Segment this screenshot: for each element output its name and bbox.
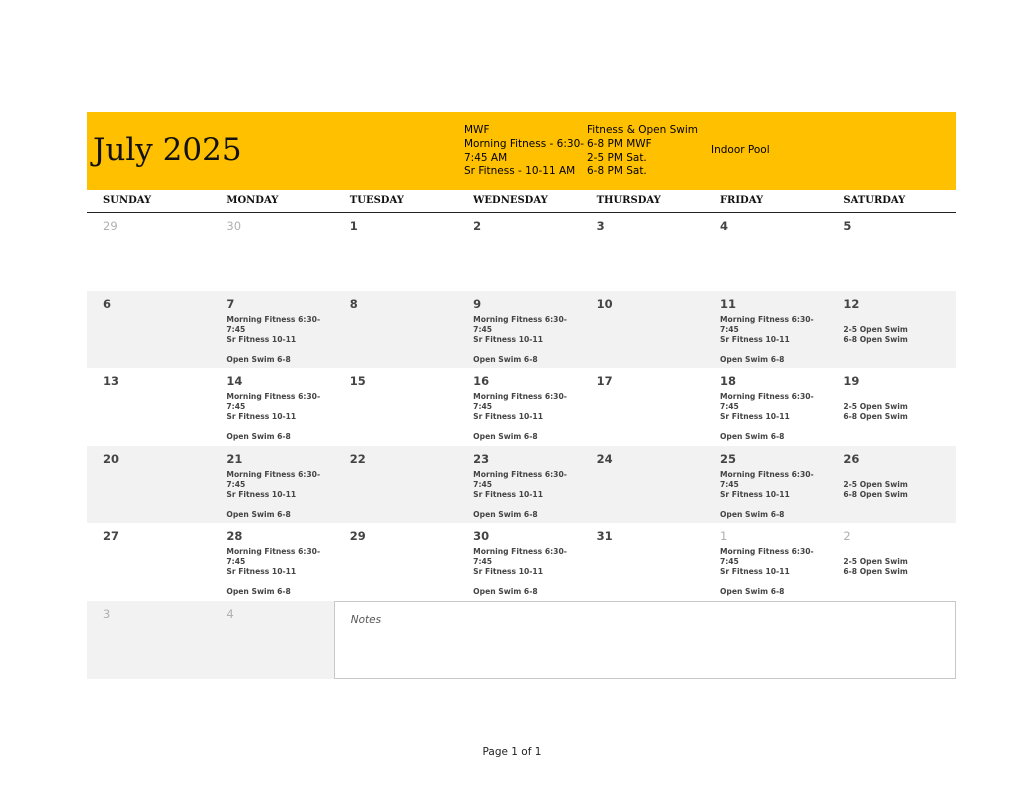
day-cell[interactable] — [87, 213, 210, 291]
day-cell[interactable] — [210, 291, 333, 369]
day-cell[interactable] — [457, 446, 580, 524]
day-cell[interactable] — [210, 523, 333, 601]
day-number: 28 — [226, 529, 243, 543]
calendar-header — [87, 112, 956, 190]
day-number: 31 — [596, 529, 613, 543]
event-text: 6-8 Open Swim — [843, 334, 908, 344]
day-cell[interactable] — [210, 601, 333, 679]
event-text: Open Swim 6-8 — [226, 354, 291, 364]
day-number: 3 — [103, 606, 111, 621]
day-cell[interactable] — [704, 446, 827, 524]
event-text: 2-5 Open Swim — [843, 557, 908, 566]
day-cell[interactable] — [581, 291, 704, 369]
event-text: Open Swim 6-8 — [473, 587, 538, 596]
event-text: Sr Fitness 10-11 — [226, 489, 297, 499]
notes-box[interactable] — [334, 601, 956, 679]
event-text: Morning Fitness 6:30-7:45 — [719, 314, 814, 334]
week-row — [87, 523, 956, 601]
day-number: 10 — [596, 296, 613, 311]
day-number: 19 — [843, 374, 860, 388]
event-text: Morning Fitness 6:30-7:45 — [226, 469, 321, 489]
event-text: Open Swim 6-8 — [719, 432, 785, 441]
day-number: 14 — [226, 374, 243, 388]
day-number: 21 — [226, 451, 243, 466]
day-cell[interactable] — [581, 446, 704, 524]
day-cell[interactable] — [334, 368, 457, 446]
event-text: Open Swim 6-8 — [719, 587, 785, 596]
schedule-open-swim: Fitness & Open Swim 6-8 PM MWF 2-5 PM Sat. 6-8 PM Sat. — [587, 124, 699, 178]
day-number: 11 — [719, 296, 736, 311]
day-cell[interactable] — [704, 523, 827, 601]
day-cell[interactable] — [581, 213, 704, 291]
day-number: 3 — [596, 219, 605, 233]
event-text: Open Swim 6-8 — [719, 354, 785, 364]
schedule-mwf: MWF Morning Fitness - 6:30- 7:45 AM Sr Fitness - 10-11 AM — [464, 124, 585, 178]
day-cell[interactable] — [210, 446, 333, 524]
day-cell[interactable] — [704, 213, 827, 291]
location-label: Indoor Pool — [711, 144, 770, 156]
day-cell[interactable] — [827, 213, 950, 291]
event-text: Sr Fitness 10-11 — [226, 334, 297, 344]
day-cell[interactable] — [457, 368, 580, 446]
event-text: 2-5 Open Swim — [843, 402, 908, 411]
day-number: 25 — [719, 451, 736, 466]
day-number: 22 — [349, 451, 366, 466]
day-number: 1 — [719, 529, 728, 543]
weekday-label: WEDNESDAY — [473, 195, 548, 206]
day-number: 18 — [719, 374, 736, 388]
day-cell[interactable] — [704, 368, 827, 446]
event-text: 6-8 Open Swim — [843, 489, 908, 499]
day-cell[interactable] — [457, 523, 580, 601]
day-cell[interactable] — [827, 523, 950, 601]
event-text: Morning Fitness 6:30-7:45 — [473, 392, 567, 411]
event-text: Sr Fitness 10-11 — [473, 489, 543, 499]
weekday-label: FRIDAY — [719, 195, 764, 206]
event-text: Sr Fitness 10-11 — [719, 334, 790, 344]
day-cell[interactable] — [704, 291, 827, 369]
event-text: 6-8 Open Swim — [843, 567, 908, 576]
day-number: 2 — [473, 219, 482, 233]
event-text: Sr Fitness 10-11 — [473, 567, 543, 576]
event-text: Morning Fitness 6:30-7:45 — [226, 392, 321, 411]
event-text: Open Swim 6-8 — [719, 509, 785, 519]
day-number: 1 — [349, 219, 358, 233]
calendar-weeks — [87, 213, 956, 601]
event-text: Morning Fitness 6:30-7:45 — [226, 547, 321, 566]
day-cell[interactable] — [87, 523, 210, 601]
day-cell[interactable] — [827, 291, 950, 369]
day-number: 23 — [473, 451, 490, 466]
day-number: 7 — [226, 296, 235, 311]
weekday-label: SATURDAY — [843, 195, 906, 206]
day-number: 13 — [103, 374, 120, 388]
day-cell[interactable] — [827, 446, 950, 524]
day-cell[interactable] — [457, 291, 580, 369]
weekday-label: TUESDAY — [349, 195, 404, 206]
day-cell[interactable] — [581, 523, 704, 601]
day-number: 29 — [349, 529, 366, 543]
event-text: Morning Fitness 6:30-7:45 — [473, 547, 567, 566]
day-cell[interactable] — [457, 213, 580, 291]
event-text: Open Swim 6-8 — [226, 587, 291, 596]
day-number: 26 — [843, 451, 860, 466]
week-row — [87, 213, 956, 291]
event-text: Morning Fitness 6:30-7:45 — [719, 469, 814, 489]
day-cell[interactable] — [210, 368, 333, 446]
day-number: 30 — [473, 529, 490, 543]
day-number: 2 — [843, 529, 851, 543]
weekday-header-row — [87, 190, 956, 213]
day-number: 27 — [103, 529, 120, 543]
day-number: 16 — [473, 374, 490, 388]
weekday-label: SUNDAY — [103, 195, 152, 206]
notes-label: Notes — [350, 613, 382, 626]
weekday-label: THURSDAY — [596, 195, 661, 206]
day-cell[interactable] — [87, 368, 210, 446]
week-row — [87, 291, 956, 369]
day-number: 20 — [103, 451, 120, 466]
calendar — [87, 112, 956, 679]
event-text: Open Swim 6-8 — [226, 509, 291, 519]
day-cell[interactable] — [210, 213, 333, 291]
day-cell[interactable] — [87, 291, 210, 369]
weekday-label: MONDAY — [226, 195, 279, 206]
day-number: 4 — [719, 219, 728, 233]
day-number: 5 — [843, 219, 852, 233]
event-text: Open Swim 6-8 — [473, 432, 538, 441]
event-text: Open Swim 6-8 — [473, 354, 538, 364]
month-title: July 2025 — [93, 132, 242, 168]
day-number: 15 — [349, 374, 366, 388]
week-row — [87, 446, 956, 524]
event-text: Sr Fitness 10-11 — [719, 489, 790, 499]
day-cell[interactable] — [827, 368, 950, 446]
event-text: Sr Fitness 10-11 — [473, 412, 543, 421]
event-text: Sr Fitness 10-11 — [226, 567, 297, 576]
page-footer: Page 1 of 1 — [482, 746, 542, 758]
day-cell[interactable] — [334, 291, 457, 369]
event-text: Sr Fitness 10-11 — [719, 412, 790, 421]
event-text: Open Swim 6-8 — [473, 509, 538, 519]
day-number: 12 — [843, 296, 860, 311]
event-text: 2-5 Open Swim — [843, 324, 908, 334]
day-number: 6 — [103, 296, 112, 311]
day-cell[interactable] — [581, 368, 704, 446]
event-text: Morning Fitness 6:30-7:45 — [226, 314, 321, 334]
day-number: 30 — [226, 219, 242, 233]
event-text: 2-5 Open Swim — [843, 479, 908, 489]
event-text: Morning Fitness 6:30-7:45 — [473, 314, 567, 334]
calendar-last-row — [87, 601, 956, 679]
day-number: 4 — [226, 606, 234, 621]
event-text: 6-8 Open Swim — [843, 412, 908, 421]
week-row — [87, 368, 956, 446]
day-number: 9 — [473, 296, 482, 311]
day-cell[interactable] — [334, 523, 457, 601]
event-text: Sr Fitness 10-11 — [473, 334, 543, 344]
event-text: Morning Fitness 6:30-7:45 — [473, 469, 567, 489]
day-number: 17 — [596, 374, 613, 388]
day-number: 24 — [596, 451, 613, 466]
event-text: Sr Fitness 10-11 — [226, 412, 297, 421]
event-text: Morning Fitness 6:30-7:45 — [719, 392, 814, 411]
day-cell[interactable] — [87, 446, 210, 524]
day-cell[interactable] — [87, 601, 210, 679]
event-text: Morning Fitness 6:30-7:45 — [719, 547, 814, 566]
day-cell[interactable] — [334, 213, 457, 291]
day-cell[interactable] — [334, 446, 457, 524]
event-text: Open Swim 6-8 — [226, 432, 291, 441]
day-number: 29 — [103, 219, 118, 233]
day-number: 8 — [349, 296, 358, 311]
event-text: Sr Fitness 10-11 — [719, 567, 790, 576]
